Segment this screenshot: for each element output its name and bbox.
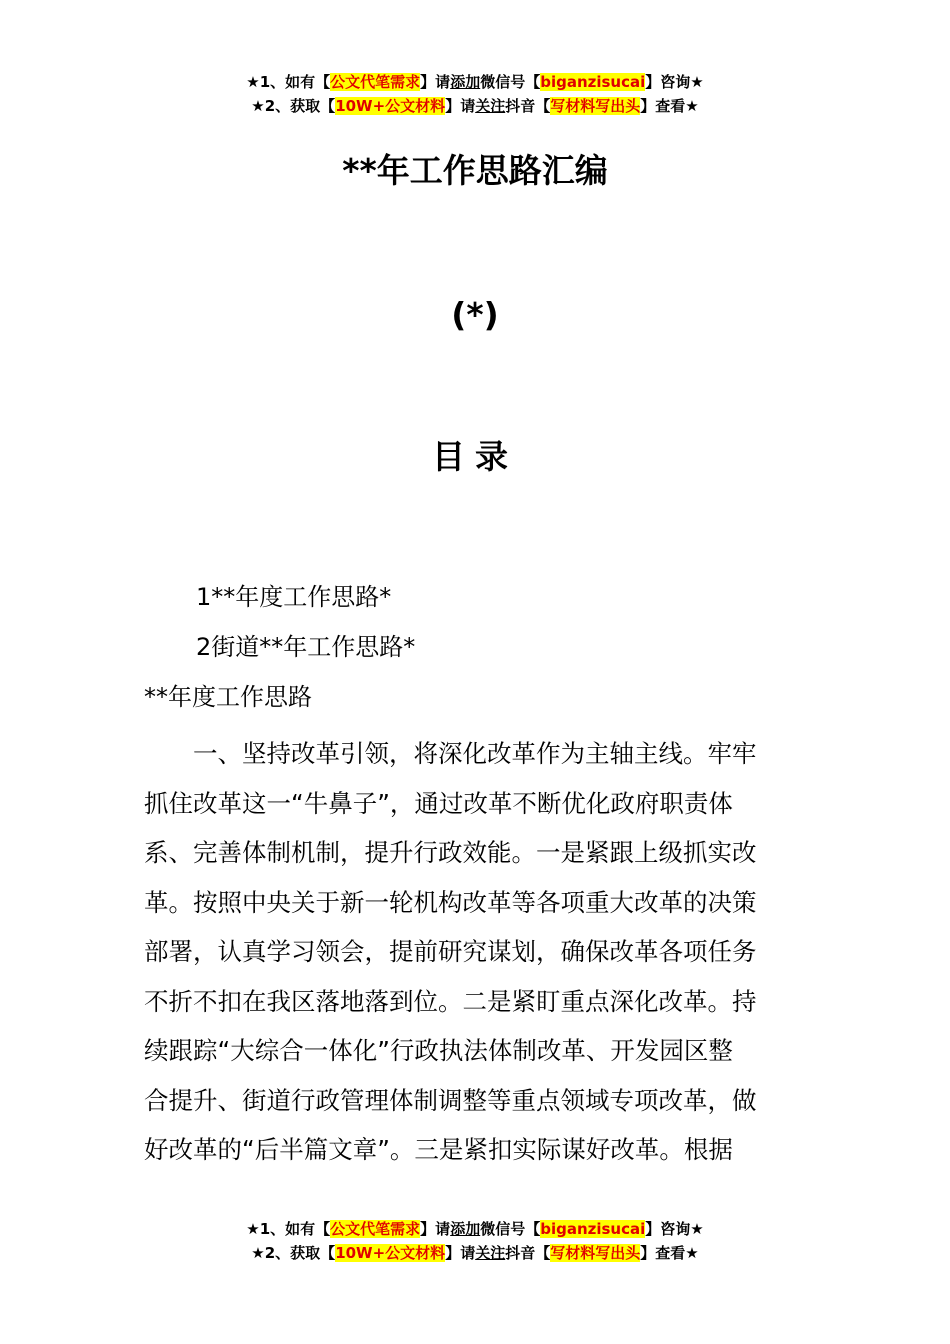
body-line: 部署，认真学习领会，提前研究谋划，确保改革各项任务 xyxy=(144,937,757,966)
section-heading: **年度工作思路 xyxy=(144,683,312,711)
banner-highlight: 10W+公文材料 xyxy=(335,1244,446,1262)
toc-item[interactable]: 2街道**年工作思路* xyxy=(196,633,416,661)
body-line: 不折不扣在我区落地落到位。二是紧盯重点深化改革。持 xyxy=(144,986,757,1016)
body-line: 系、完善体制机制，提升行政效能。一是紧跟上级抓实改 xyxy=(144,838,757,867)
body-line: 革。按照中央关于新一轮机构改革等各项重大改革的决策 xyxy=(144,887,757,917)
document-subtitle: (*) xyxy=(451,295,499,334)
body-line: 一、坚持改革引领，将深化改革作为主轴主线。牢牢 xyxy=(193,739,757,768)
banner-line-2: ★2、获取【10W+公文材料】请关注抖音【写材料写出头】查看★ xyxy=(251,1244,699,1262)
banner-underlined: 关注 xyxy=(475,1244,506,1262)
banner-line-1: ★1、如有【公文代笔需求】请添加微信号【biganzisucai】咨询★ xyxy=(246,1220,704,1238)
banner-underlined: 添加 xyxy=(450,73,481,91)
top-banner xyxy=(0,70,950,118)
body-line: 续跟踪“大综合一体化”行政执法体制改革、开发园区整 xyxy=(144,1036,733,1065)
bottom-banner xyxy=(0,1217,950,1265)
banner-underlined: 添加 xyxy=(450,1220,481,1238)
banner-highlight: biganzisucai xyxy=(540,73,646,91)
banner-highlight: 公文代笔需求 xyxy=(330,73,421,91)
banner-highlight: biganzisucai xyxy=(540,1220,646,1238)
banner-highlight: 10W+公文材料 xyxy=(335,97,446,115)
body-line: 好改革的“后半篇文章”。三是紧扣实际谋好改革。根据 xyxy=(144,1135,733,1164)
document-title: **年工作思路汇编 xyxy=(342,151,608,190)
body-line: 合提升、街道行政管理体制调整等重点领域专项改革，做 xyxy=(144,1085,757,1115)
banner-highlight: 写材料写出头 xyxy=(550,97,641,115)
toc-item[interactable]: 1**年度工作思路* xyxy=(196,583,392,611)
body-paragraph xyxy=(144,729,806,1175)
banner-line-1: ★1、如有【公文代笔需求】请添加微信号【biganzisucai】咨询★ xyxy=(246,73,704,91)
banner-line-2: ★2、获取【10W+公文材料】请关注抖音【写材料写出头】查看★ xyxy=(251,97,699,115)
toc-title: 目录 xyxy=(432,437,518,476)
banner-highlight: 写材料写出头 xyxy=(550,1244,641,1262)
banner-highlight: 公文代笔需求 xyxy=(330,1220,421,1238)
body-line: 抓住改革这一“牛鼻子”，通过改革不断优化政府职责体 xyxy=(144,788,733,818)
banner-underlined: 关注 xyxy=(475,97,506,115)
